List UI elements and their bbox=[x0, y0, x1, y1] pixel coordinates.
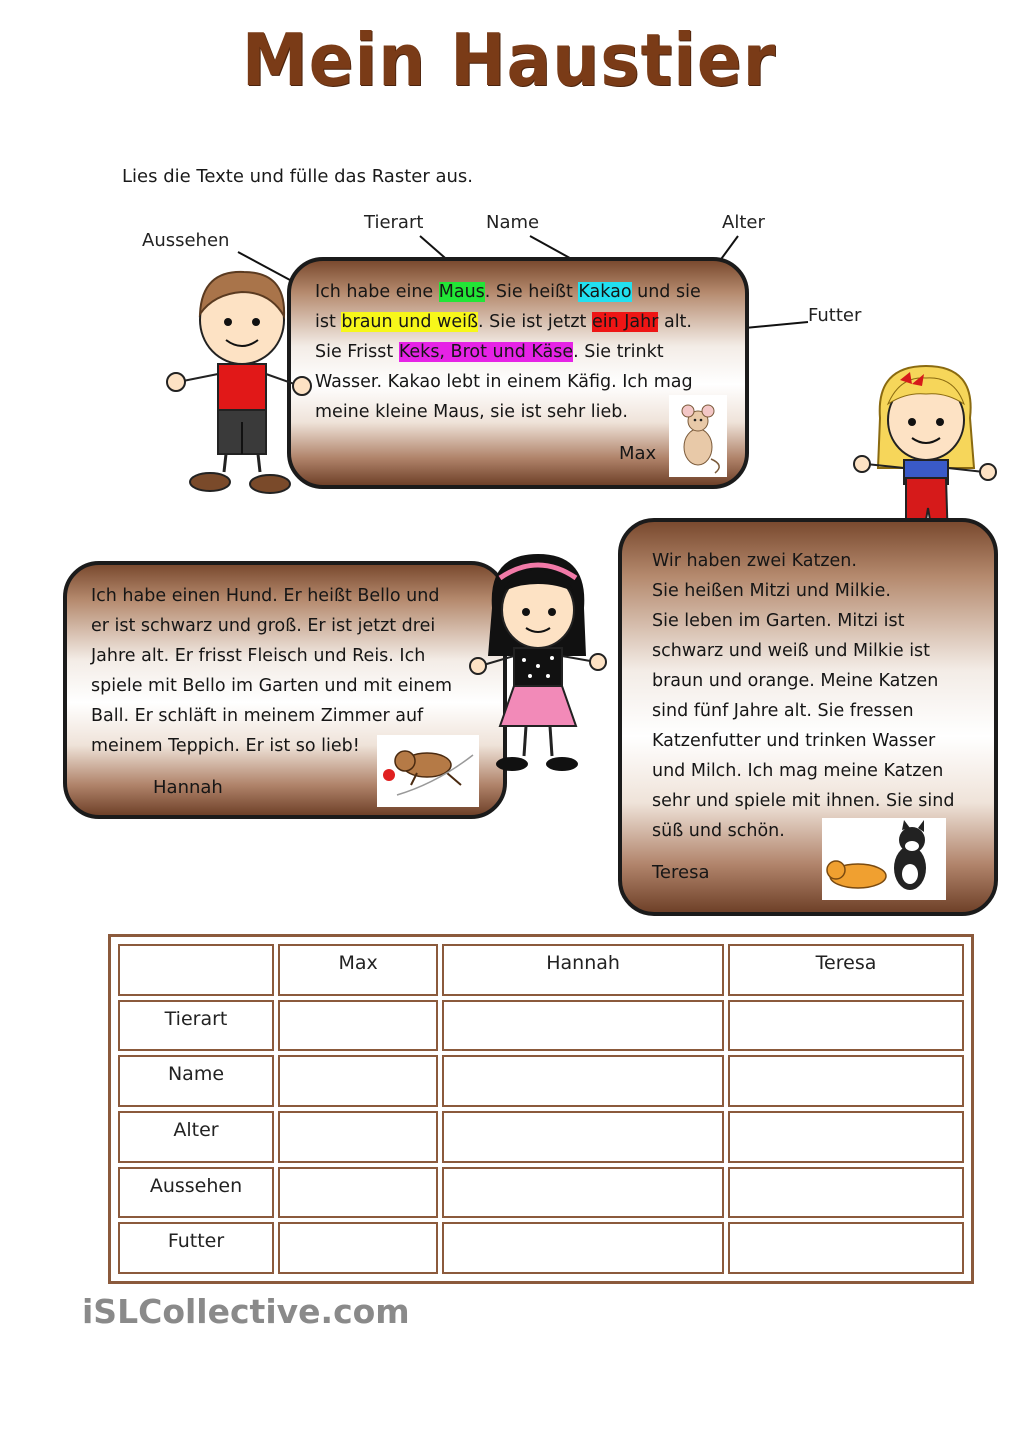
teresa-paragraph: Wir haben zwei Katzen. Sie heißen Mitzi und Milkie. Sie leben im Garten. Mitzi ist schwarz und weiß und Milkie ist braun und orange. Meine Katzen sind fünf Jahre alt. Sie fressen Katzenfutter und trinken Wasser und Milch. Ich mag meine Katzen sehr und spiele mit ihnen. Sie sind süß und schön. bbox=[652, 551, 955, 841]
table-row bbox=[118, 1111, 964, 1163]
answer-table bbox=[114, 940, 968, 1278]
label-name: Name bbox=[486, 212, 540, 233]
table-row-label: Alter bbox=[118, 1111, 274, 1163]
answer-cell[interactable] bbox=[728, 1111, 964, 1163]
answer-cell[interactable] bbox=[728, 1000, 964, 1052]
table-row bbox=[118, 1000, 964, 1052]
table-row-label: Tierart bbox=[118, 1000, 274, 1052]
table-row bbox=[118, 1167, 964, 1219]
answer-cell[interactable] bbox=[278, 1167, 438, 1219]
table-header-cell: Teresa bbox=[728, 944, 964, 996]
highlight-tierart: Maus bbox=[438, 282, 485, 302]
table-row bbox=[118, 1222, 964, 1274]
answer-cell[interactable] bbox=[728, 1055, 964, 1107]
table-row-label: Aussehen bbox=[118, 1167, 274, 1219]
highlight-futter: Keks, Brot und Käse bbox=[398, 342, 574, 362]
label-aussehen: Aussehen bbox=[142, 230, 230, 251]
answer-cell[interactable] bbox=[728, 1167, 964, 1219]
highlight-alter: ein Jahr bbox=[591, 312, 659, 332]
cats-picture bbox=[822, 818, 946, 900]
signature-teresa: Teresa bbox=[652, 862, 710, 883]
answer-cell[interactable] bbox=[442, 1111, 724, 1163]
answer-cell[interactable] bbox=[442, 1167, 724, 1219]
highlight-aussehen: braun und weiß bbox=[341, 312, 478, 332]
answer-cell[interactable] bbox=[442, 1000, 724, 1052]
text-box-max bbox=[287, 257, 749, 489]
max-paragraph: Ich habe eine Maus. Sie heißt Kakao und sie ist braun und weiß. Sie ist jetzt ein Jahr alt. Sie Frisst Keks, Brot und Käse. Sie trinkt Wasser. Kakao lebt in einem Käfig. Ich mag meine kleine Maus, sie ist sehr lieb. bbox=[315, 282, 701, 422]
boy-max-figure bbox=[162, 262, 322, 498]
table-header-cell: Max bbox=[278, 944, 438, 996]
signature-max: Max bbox=[619, 443, 657, 464]
answer-grid bbox=[108, 934, 974, 1284]
table-row bbox=[118, 1055, 964, 1107]
label-alter: Alter bbox=[722, 212, 765, 233]
answer-cell[interactable] bbox=[278, 1000, 438, 1052]
label-futter: Futter bbox=[808, 305, 862, 326]
signature-hannah: Hannah bbox=[153, 777, 223, 798]
text-box-teresa bbox=[618, 518, 998, 916]
page-title: Mein Haustier bbox=[241, 18, 777, 102]
table-header-cell bbox=[118, 944, 274, 996]
answer-cell[interactable] bbox=[442, 1055, 724, 1107]
answer-cell[interactable] bbox=[278, 1055, 438, 1107]
highlight-name: Kakao bbox=[578, 282, 632, 302]
table-row-label: Name bbox=[118, 1055, 274, 1107]
mouse-picture bbox=[669, 395, 727, 477]
label-tierart: Tierart bbox=[364, 212, 424, 233]
table-row-label: Futter bbox=[118, 1222, 274, 1274]
dog-picture bbox=[377, 735, 479, 807]
answer-cell[interactable] bbox=[442, 1222, 724, 1274]
answer-cell[interactable] bbox=[278, 1222, 438, 1274]
hannah-paragraph: Ich habe einen Hund. Er heißt Bello und er ist schwarz und groß. Er ist jetzt drei Jahre alt. Er frisst Fleisch und Reis. Ich spiele mit Bello im Garten und mit einem Ball. Er schläft in meinem Zimmer auf meinem Teppich. Er ist so lieb! bbox=[91, 586, 453, 756]
answer-cell[interactable] bbox=[728, 1222, 964, 1274]
instruction-text: Lies die Texte und fülle das Raster aus. bbox=[122, 166, 473, 187]
footer-watermark: iSLCollective.com bbox=[82, 1292, 410, 1331]
girl-hannah-figure bbox=[466, 548, 610, 776]
text-box-hannah bbox=[63, 561, 507, 819]
table-header-cell: Hannah bbox=[442, 944, 724, 996]
table-header-row bbox=[118, 944, 964, 996]
answer-cell[interactable] bbox=[278, 1111, 438, 1163]
